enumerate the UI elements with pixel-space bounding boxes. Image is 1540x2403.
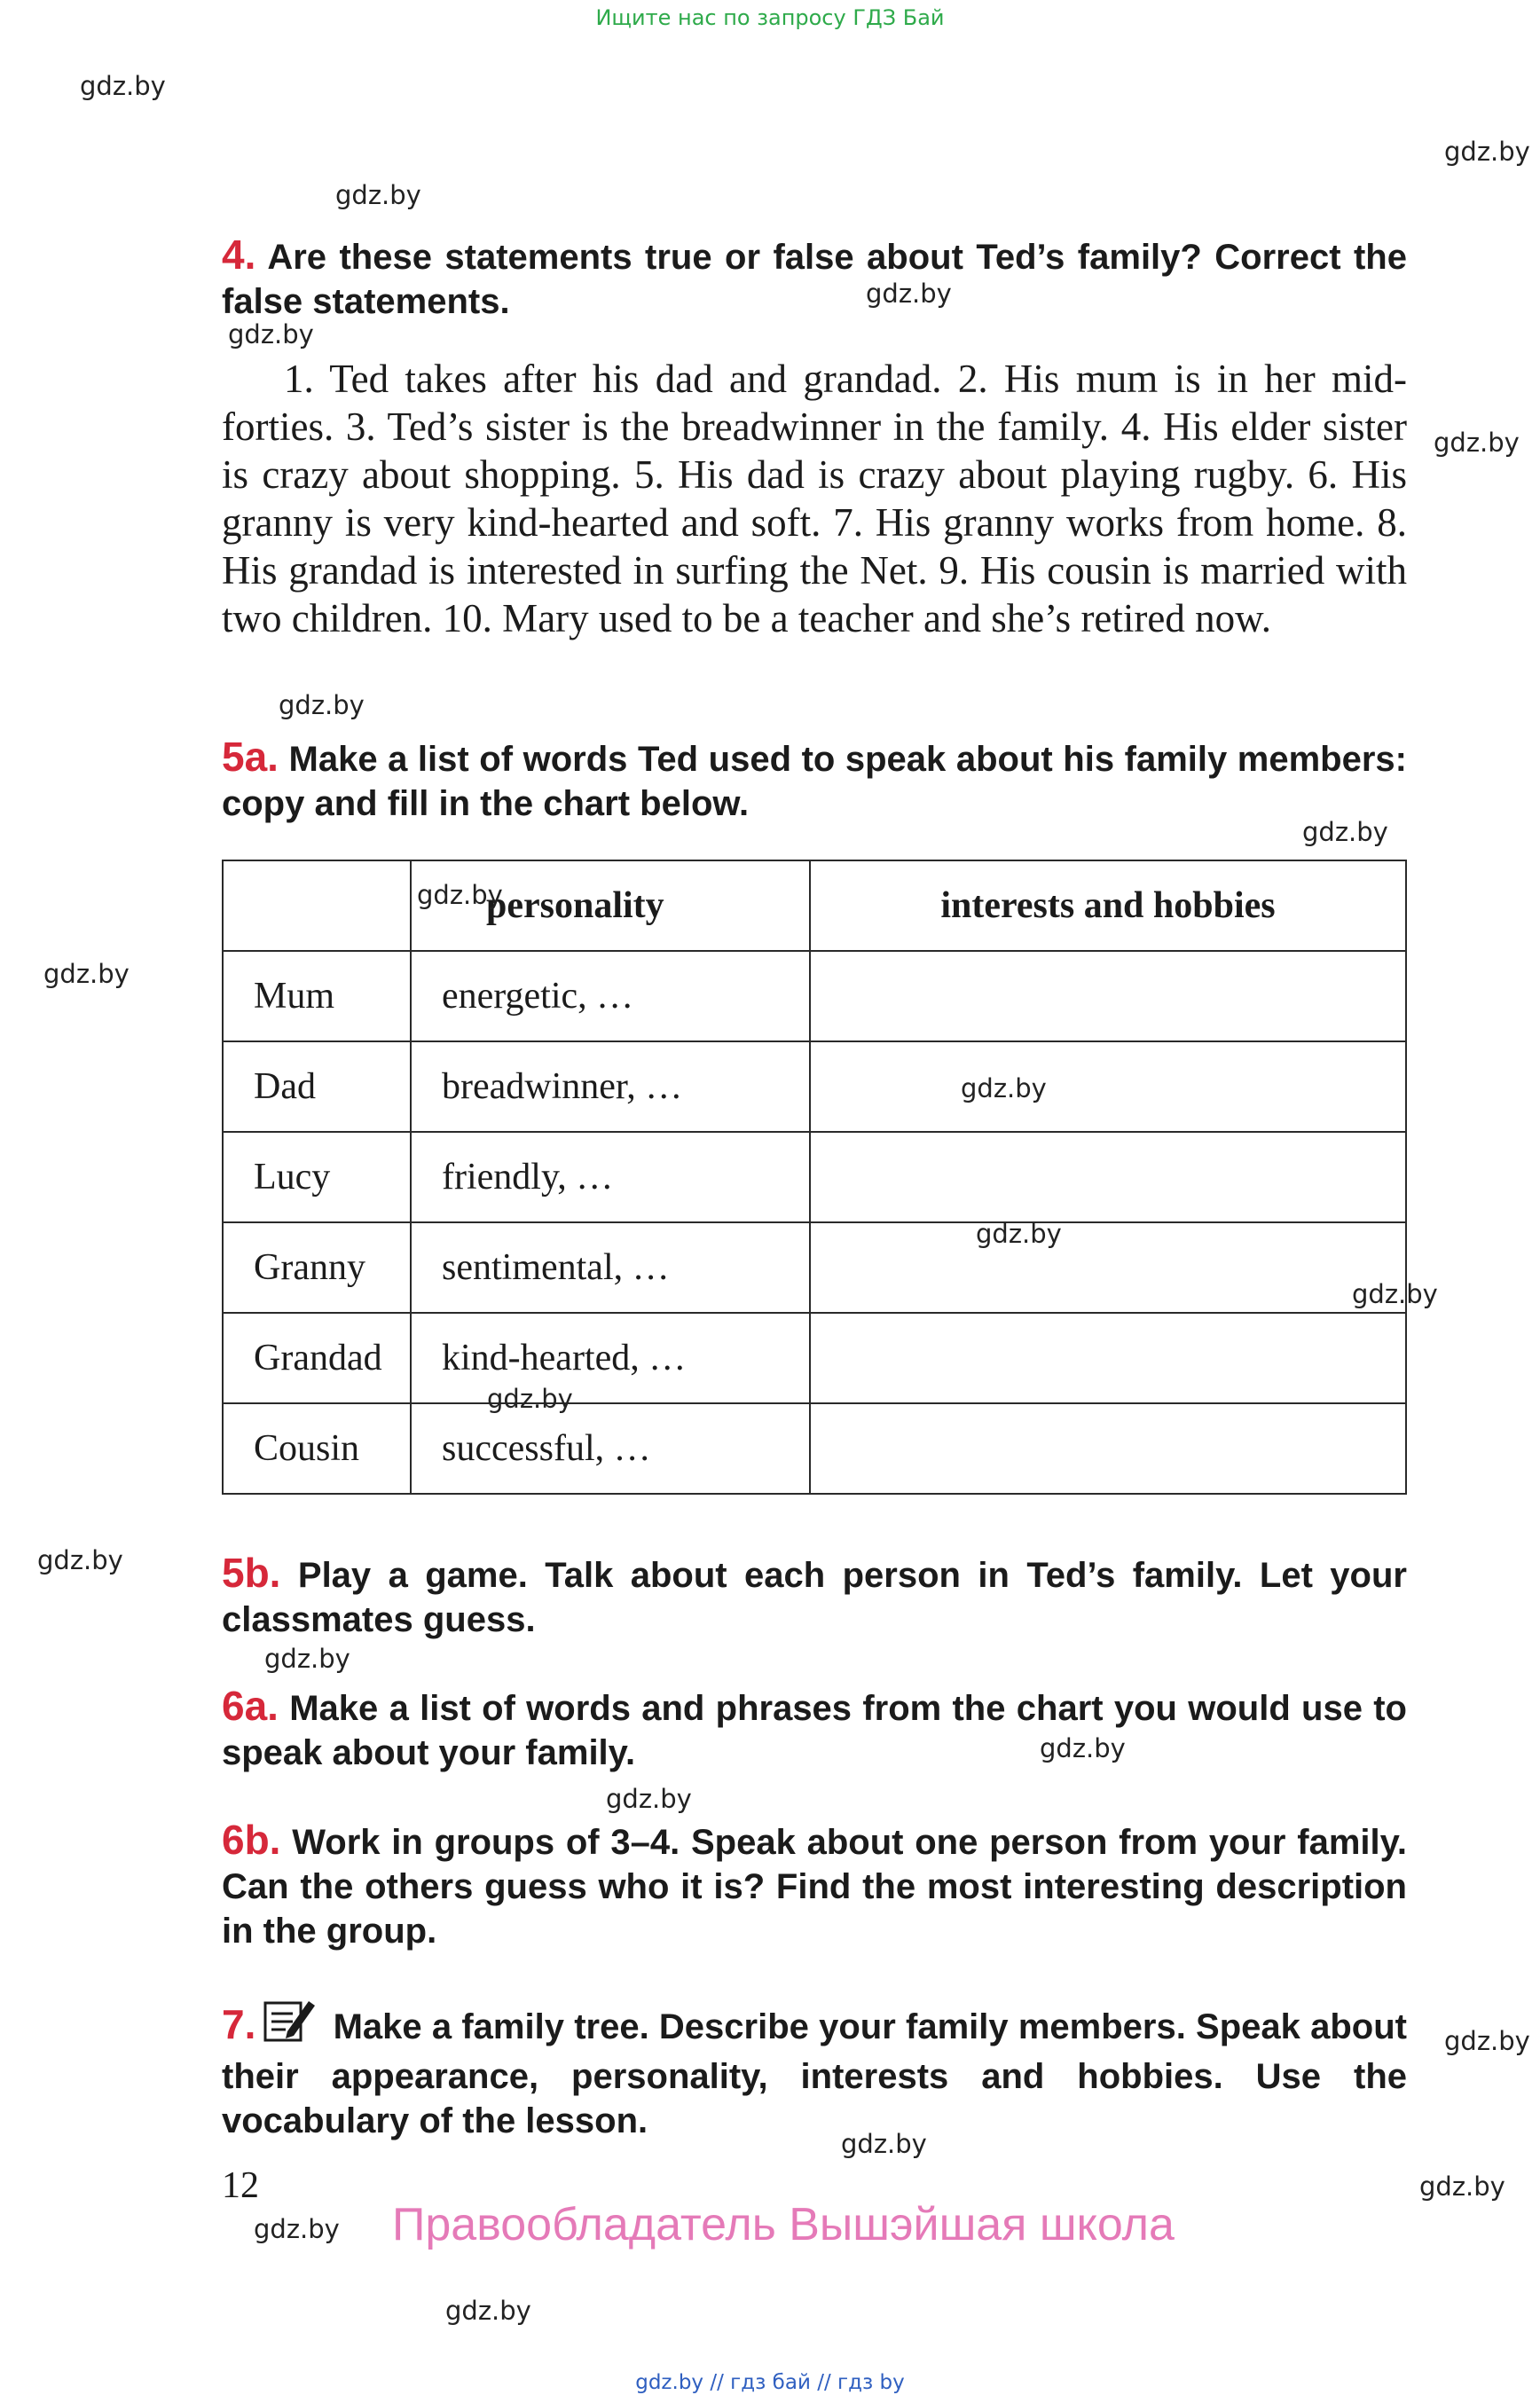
watermark: gdz.by — [606, 1784, 692, 1814]
task-number: 4. — [222, 232, 256, 278]
chart-member: Mum — [223, 951, 411, 1041]
chart-interests — [810, 1041, 1406, 1132]
task-instruction: Work in groups of 3–4. Speak about one person from your family. Can the others guess who it is? Find the most interesting description in the group. — [222, 1823, 1407, 1951]
watermark: gdz.by — [43, 959, 130, 989]
task-6b-heading — [222, 1818, 1407, 1953]
task-number: 5b. — [222, 1550, 281, 1596]
watermark: gdz.by — [1352, 1279, 1438, 1309]
chart-member: Cousin — [223, 1403, 411, 1494]
chart-interests — [810, 1403, 1406, 1494]
watermark: gdz.by — [1434, 428, 1520, 458]
chart-row — [223, 1132, 1406, 1222]
top-banner: Ищите нас по запросу ГДЗ Бай — [595, 5, 945, 30]
chart-member: Grandad — [223, 1313, 411, 1403]
task-5a-heading — [222, 734, 1407, 826]
chart-row — [223, 1313, 1406, 1403]
chart-row — [223, 1041, 1406, 1132]
watermark: gdz.by — [279, 690, 365, 720]
chart-personality: friendly, … — [411, 1132, 810, 1222]
task-6a-heading — [222, 1684, 1407, 1775]
chart-header-personality: personality — [411, 860, 810, 951]
watermark: gdz.by — [417, 880, 503, 910]
task-instruction: Make a family tree. Describe your family members. Speak about their appearance, personality, interests and hobbies. Use the vocabulary of the lesson. — [222, 2007, 1407, 2140]
chart-interests — [810, 1222, 1406, 1313]
chart-personality: breadwinner, … — [411, 1041, 810, 1132]
watermark: gdz.by — [37, 1545, 123, 1575]
task-7-heading — [222, 1996, 1407, 2143]
copyright-holder-notice: Правообладатель Вышэйшая школа — [392, 2199, 1175, 2250]
task-number: 7. — [222, 2001, 256, 2047]
chart-personality: successful, … — [411, 1403, 810, 1494]
chart-header-row — [223, 860, 1406, 951]
chart-header-interests: interests and hobbies — [810, 860, 1406, 951]
watermark: gdz.by — [1302, 817, 1388, 847]
watermark: gdz.by — [866, 279, 952, 309]
chart-row — [223, 1403, 1406, 1494]
chart-interests — [810, 951, 1406, 1041]
chart-personality: energetic, … — [411, 951, 810, 1041]
task-number: 6a. — [222, 1683, 279, 1729]
watermark: gdz.by — [335, 180, 421, 210]
task-4-statements: 1. Ted takes after his dad and grandad. 2. His mum is in her mid-forties. 3. Ted’s sister is the breadwinner in the family. 4. His elder sister is crazy about shopping. 5. His dad is crazy about playing rugby. 6. His granny is very kind-hearted and soft. 7. His granny works from home. 8. His grandad is interested in surfing the Net. 9. His cousin is married with two children. 10. Mary used to be a teacher and she’s retired now. — [222, 357, 1407, 640]
watermark: gdz.by — [841, 2129, 927, 2159]
watermark: gdz.by — [961, 1073, 1047, 1103]
chart-interests — [810, 1313, 1406, 1403]
family-chart — [222, 860, 1407, 1495]
chart-row — [223, 1222, 1406, 1313]
task-instruction: Make a list of words and phrases from the chart you would use to speak about your family. — [222, 1689, 1407, 1772]
watermark: gdz.by — [80, 71, 166, 101]
watermark: gdz.by — [254, 2214, 340, 2244]
watermark: gdz.by — [1419, 2171, 1505, 2202]
writing-pencil-icon — [263, 1996, 318, 2054]
chart-header-empty — [223, 860, 411, 951]
watermark: gdz.by — [1040, 1733, 1126, 1763]
footer-links[interactable]: gdz.by // гдз бай // гдз by — [635, 2371, 905, 2394]
task-instruction: Make a list of words Ted used to speak about his family members: copy and fill in the chart below. — [222, 740, 1407, 823]
chart-member: Granny — [223, 1222, 411, 1313]
watermark: gdz.by — [1444, 137, 1530, 167]
watermark: gdz.by — [487, 1384, 573, 1414]
watermark: gdz.by — [264, 1644, 350, 1674]
page-number: 12 — [222, 2165, 259, 2206]
chart-interests — [810, 1132, 1406, 1222]
task-number: 6b. — [222, 1817, 281, 1863]
watermark: gdz.by — [976, 1219, 1062, 1249]
task-instruction: Play a game. Talk about each person in Ted’s family. Let your classmates guess. — [222, 1556, 1407, 1639]
chart-member: Lucy — [223, 1132, 411, 1222]
chart-row — [223, 951, 1406, 1041]
chart-personality: kind-hearted, … — [411, 1313, 810, 1403]
watermark: gdz.by — [1444, 2026, 1530, 2056]
watermark: gdz.by — [445, 2296, 531, 2326]
chart-member: Dad — [223, 1041, 411, 1132]
task-number: 5a. — [222, 734, 279, 780]
watermark: gdz.by — [228, 319, 314, 349]
task-4-heading — [222, 232, 1407, 324]
task-5b-heading — [222, 1551, 1407, 1642]
chart-personality: sentimental, … — [411, 1222, 810, 1313]
task-instruction: Are these statements true or false about Ted’s family? Correct the false statements. — [222, 238, 1407, 321]
